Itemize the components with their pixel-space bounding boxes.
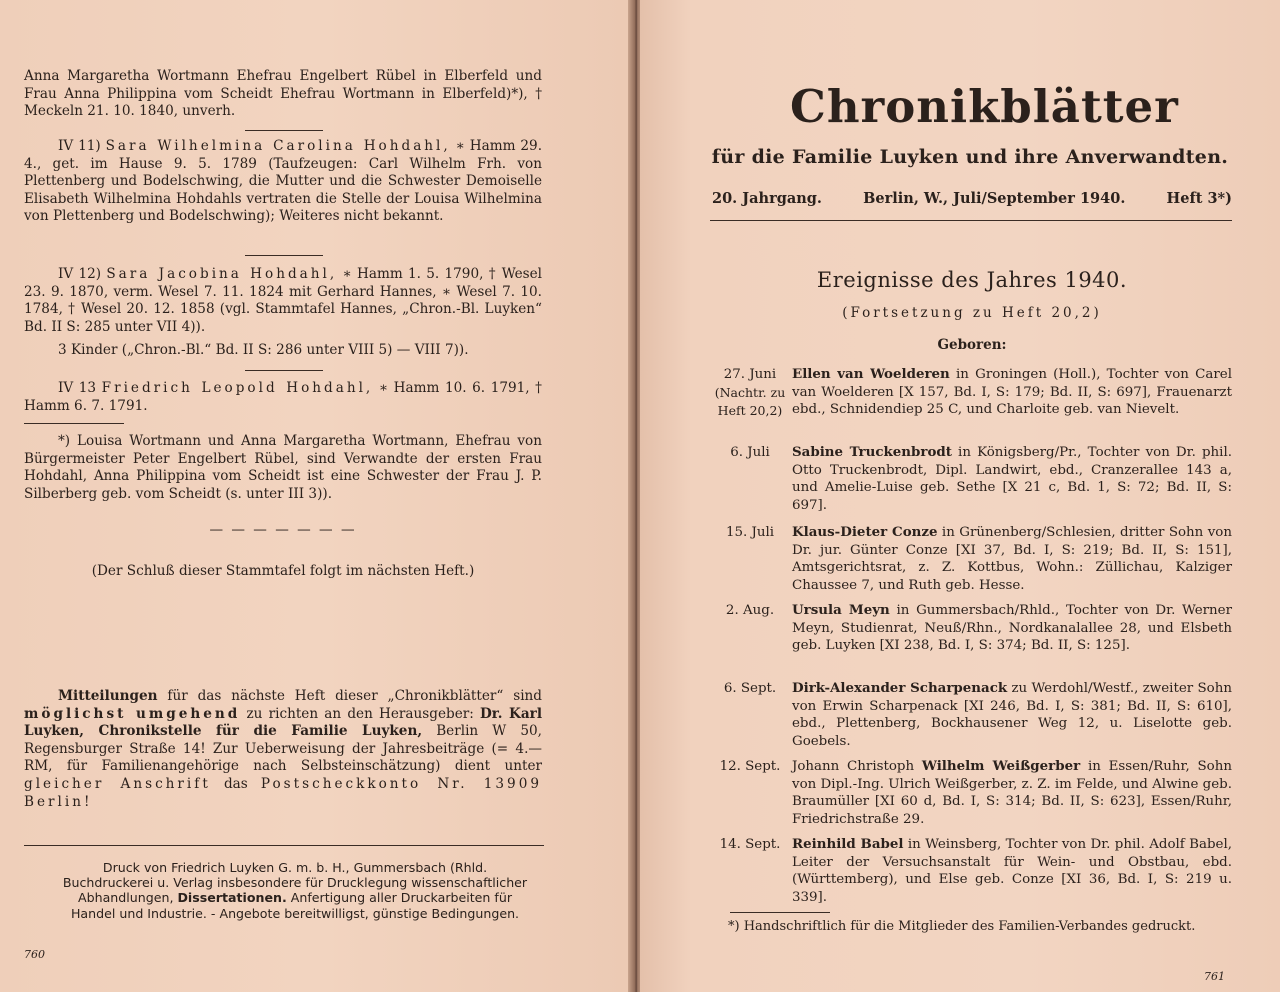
postal-account: Postscheckkonto Nr. 13909 Berlin! <box>24 775 542 810</box>
entry-iv-11 <box>24 138 542 226</box>
footnote-rule <box>24 423 124 424</box>
issue-line <box>712 190 1232 207</box>
printer-line: Druck von Friedrich Luyken G. m. b. H., Gummersbach (Rhld. <box>102 860 488 875</box>
person-name: Sara Jacobina Hohdahl, <box>106 266 338 282</box>
entry-iv-13 <box>24 380 542 415</box>
entry-body <box>792 758 1232 828</box>
dash-divider: — — — — — — — <box>209 522 357 538</box>
notice-emphasis: möglichst umgehend <box>24 705 241 722</box>
person-name: Sara Wilhelmina Carolina Hohdahl, <box>105 138 451 154</box>
printer-emphasis: Dissertationen. <box>177 890 287 906</box>
editor-notice <box>24 688 542 811</box>
births-heading: Geboren: <box>937 337 1007 353</box>
entry-body <box>792 444 1232 514</box>
children-note: 3 Kinder („Chron.-Bl.“ Bd. II S: 286 unter VIII 5) — VIII 7)). <box>58 342 469 358</box>
separator-rule <box>245 130 323 131</box>
entry-date: 6. Sept. <box>723 681 777 696</box>
entry-text: in Grünenberg/Schlesien, dritter Sohn von Dr. jur. Günter Conze [XI 37, Bd. I, S: 219; Bd. II, S: 151], Amtsgerichtsrat, z. Z. Kottbus, Wohn.: Züllichau, Kalziger Chaussee 7, und Ruth geb. Hesse. <box>792 525 1232 593</box>
entry-text: in Königsberg/Pr., Tochter von Dr. phil. Otto Truckenbrodt, Dipl. Landwirt, ebd., Cranzerallee 143 a, und Amelie-Luise geb. Sethe [X 21 c, Bd. 1, S: 72; Bd. II, S: 697]. <box>792 445 1232 513</box>
continuation-note: (Der Schluß dieser Stammtafel folgt im nächsten Heft.) <box>91 563 475 579</box>
notice-text: Berlin W 50, Regensburger Straße 14! Zur Ueberweisung der Jahresbeiträge (= 4.— RM, für Familienangehörige nach Selbsteinschätzung) dient unter <box>24 723 542 775</box>
birth-entry <box>708 836 1232 906</box>
child-name: Ellen van Woelderen <box>792 366 950 382</box>
entry-body <box>792 524 1232 594</box>
entry-body <box>792 602 1232 655</box>
page-number-right: 761 <box>1204 970 1225 983</box>
masthead-title: Chronikblätter <box>790 80 1179 133</box>
issue-place-date: Berlin, W., Juli/September 1940. <box>863 190 1126 207</box>
separator-rule <box>245 255 323 256</box>
birth-entry <box>708 444 1232 514</box>
entry-date: 6. Juli <box>730 445 770 460</box>
child-name: Klaus-Dieter Conze <box>792 524 938 540</box>
child-name: Dirk-Alexander Scharpenack <box>792 680 1008 696</box>
notice-emphasis: gleicher Anschrift <box>24 775 211 792</box>
entry-date: 2. Aug. <box>725 603 775 618</box>
child-name: Ursula Meyn <box>792 602 890 618</box>
issue-year: 20. Jahrgang. <box>712 190 822 207</box>
entry-text: in Gummersbach/Rhld., Tochter von Dr. Werner Meyn, Studienrat, Neuß/Rhn., Nordkanalallee 28, und Elsbeth geb. Luyken [XI 238, Bd. I, S: 374; Bd. II, S: 125]. <box>792 603 1232 654</box>
entry-date: 15. Juli <box>725 525 775 540</box>
birth-entry <box>708 758 1232 828</box>
entry-text: in Essen/Ruhr, Sohn von Dipl.-Ing. Ulrich Weißgerber, z. Z. im Felde, und Alwine geb. Braumüller [XI 60 d, Bd. I, S: 314; Bd. II, S: 623], Essen/Ruhr, Friedrichstraße 29. <box>792 759 1232 827</box>
date-note: (Nachtr. zu Heft 20,2) <box>714 384 786 419</box>
events-heading: Ereignisse des Jahres 1940. <box>816 268 1128 292</box>
child-name: Reinhild Babel <box>792 836 904 852</box>
printer-line <box>35 890 555 905</box>
intro-paragraph: Anna Margaretha Wortmann Ehefrau Engelbert Rübel in Elberfeld und Frau Anna Philippina vom Scheidt Ehefrau Wortmann in Elberfeld)*), † Meckeln 21. 10. 1840, unverh. <box>24 68 542 120</box>
birth-entry <box>708 524 1232 594</box>
events-subheading: (Fortsetzung zu Heft 20,2) <box>842 305 1102 321</box>
notice-text: für das nächste Heft dieser „Chronikblätter“ sind <box>157 688 542 704</box>
masthead-rule <box>710 220 1232 221</box>
entry-date: 12. Sept. <box>719 759 781 774</box>
entry-body <box>792 680 1232 750</box>
birth-entry <box>708 680 1232 750</box>
left-footnote: *) Louisa Wortmann und Anna Margaretha Wortmann, Ehefrau von Bürgermeister Peter Engelbert Rübel, sind Verwandte der ersten Frau Hohdahl, Anna Philippina vom Scheidt ist eine Schwester der Frau J. P. Silberberg geb. vom Scheidt (s. unter III 3)). <box>24 433 542 502</box>
entry-label: IV 12) <box>58 266 102 282</box>
notice-text: das <box>210 775 261 792</box>
entry-date <box>708 366 792 421</box>
separator-rule <box>245 370 323 371</box>
birth-entry <box>708 366 1232 421</box>
entry-text: ∗ Hamm 29. 4., get. im Hause 9. 5. 1789 (Taufzeugen: Carl Wilhelm Frh. von Plettenberg und Bodelschwing, die Mutter und die Schwester Demoiselle Elisabeth Wilhelmina Hohdahls vertraten die Stelle der Louisa Wilhelmina von Plettenberg und Bodelschwing); Weiteres nicht bekannt. <box>24 138 543 225</box>
masthead-subtitle: für die Familie Luyken und ihre Anverwandten. <box>711 146 1229 168</box>
editor-address: Dr. Karl Luyken, Chronikstelle für die Familie Luyken, <box>24 705 542 740</box>
entry-label: IV 11) <box>58 138 101 154</box>
entry-label: IV 13 <box>58 380 97 396</box>
printer-imprint <box>35 860 555 921</box>
entry-iv-12 <box>24 266 542 336</box>
entry-body <box>792 836 1232 906</box>
entry-text: ∗ Hamm 1. 5. 1790, † Wesel 23. 9. 1870, verm. Wesel 7. 11. 1824 mit Gerhard Hannes, ∗ Wesel 7. 10. 1784, † Wesel 20. 12. 1858 (vgl. Stammtafel Hannes, „Chron.-Bl. Luyken“ Bd. II S: 285 unter VII 4)). <box>24 266 542 335</box>
printer-text: Abhandlungen, <box>77 890 178 906</box>
entry-body <box>792 366 1232 421</box>
footnote-rule <box>730 912 830 913</box>
entry-text: in Groningen (Holl.), Tochter von Carel van Woelderen [X 157, Bd. I, S: 179; Bd. II, S: 697], Frauenarzt ebd., Schnidendiep 25 C, und Charloite geb. van Nievelt. <box>792 367 1233 418</box>
right-footnote: *) Handschriftlich für die Mitglieder des Familien-Verbandes gedruckt. <box>728 919 1196 934</box>
entry-text: zu Werdohl/Westf., zweiter Sohn von Erwin Scharpenack [XI 246, Bd. I, S: 381; Bd. II, S: 610], ebd., Plettenberg, Bockhausener Weg 12, u. Liselotte geb. Goebels. <box>792 681 1232 749</box>
issue-heft: Heft 3*) <box>1166 190 1232 207</box>
entry-text: Johann Christoph <box>792 759 922 774</box>
birth-entry <box>708 602 1232 655</box>
printer-rule <box>24 845 544 846</box>
person-name: Friedrich Leopold Hohdahl, <box>101 380 374 396</box>
entry-date: 14. Sept. <box>719 837 781 852</box>
notice-heading: Mitteilungen <box>58 688 158 704</box>
printer-text: Anfertigung aller Druckarbeiten für <box>286 890 512 906</box>
printer-line: Handel und Industrie. - Angebote bereitwilligst, günstige Bedingungen. <box>70 905 520 921</box>
entry-text: ∗ Hamm 10. 6. 1791, † Hamm 6. 7. 1791. <box>24 380 542 414</box>
child-name: Wilhelm Weißgerber <box>921 758 1081 774</box>
printer-line: Buchdruckerei u. Verlag insbesondere für Drucklegung wissenschaftlicher <box>62 875 528 891</box>
date-text: 27. Juni <box>723 367 777 382</box>
notice-text: zu richten an den Herausgeber: <box>240 705 481 722</box>
entry-text: in Weinsberg, Tochter von Dr. phil. Adolf Babel, Leiter der Versuchsanstalt für Wein- und Obstbau, ebd. (Württemberg), und Else geb. Conze [XI 36, Bd. I, S: 219 u. 339]. <box>792 837 1233 905</box>
child-name: Sabine Truckenbrodt <box>792 444 952 460</box>
page-number-left: 760 <box>24 948 45 961</box>
